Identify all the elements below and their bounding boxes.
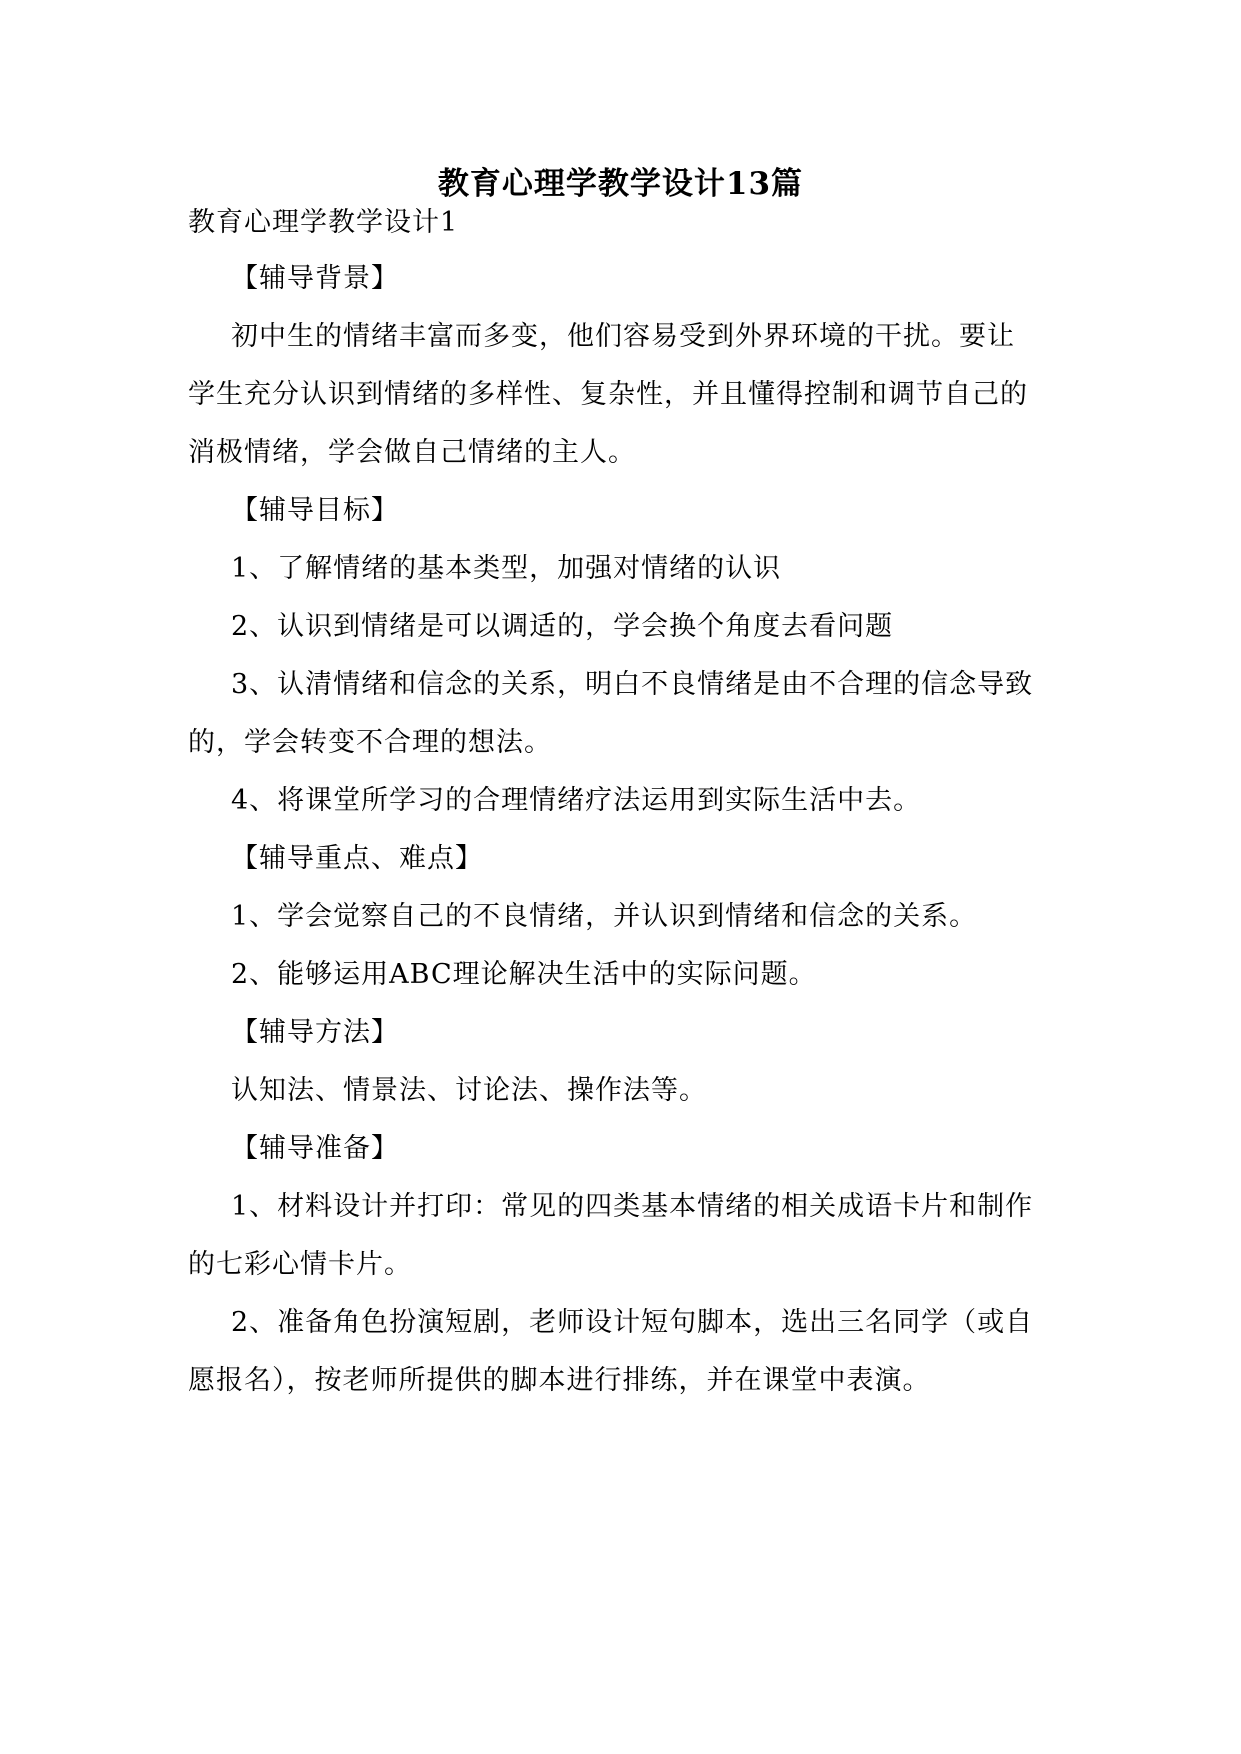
heading-preparation: 【辅导准备】 — [231, 1133, 399, 1164]
heading-key-points: 【辅导重点、难点】 — [231, 843, 483, 874]
paragraph-line: 学生充分认识到情绪的多样性、复杂性，并且懂得控制和调节自己的 — [188, 379, 1028, 410]
list-item: 1、了解情绪的基本类型，加强对情绪的认识 — [231, 553, 782, 584]
list-item-continued: 的七彩心情卡片。 — [188, 1249, 412, 1280]
section-subtitle: 教育心理学教学设计1 — [188, 207, 459, 238]
list-item: 1、学会觉察自己的不良情绪，并认识到情绪和信念的关系。 — [231, 901, 978, 932]
list-item: 4、将课堂所学习的合理情绪疗法运用到实际生活中去。 — [231, 785, 922, 816]
list-item-continued: 愿报名），按老师所提供的脚本进行排练，并在课堂中表演。 — [188, 1365, 931, 1396]
paragraph-line: 初中生的情绪丰富而多变，他们容易受到外界环境的干扰。要让 — [231, 321, 1015, 352]
list-item: 3、认清情绪和信念的关系，明白不良情绪是由不合理的信念导致 — [231, 669, 1034, 700]
heading-methods: 【辅导方法】 — [231, 1017, 399, 1048]
list-item: 1、材料设计并打印：常见的四类基本情绪的相关成语卡片和制作 — [231, 1191, 1034, 1222]
list-item: 2、认识到情绪是可以调适的，学会换个角度去看问题 — [231, 611, 894, 642]
document-title: 教育心理学教学设计13篇 — [437, 166, 804, 202]
list-item: 2、能够运用ABC理论解决生活中的实际问题。 — [231, 959, 817, 990]
paragraph-line: 认知法、情景法、讨论法、操作法等。 — [231, 1075, 707, 1106]
heading-goals: 【辅导目标】 — [231, 495, 399, 526]
list-item: 2、准备角色扮演短剧，老师设计短句脚本，选出三名同学（或自 — [231, 1307, 1034, 1338]
paragraph-line: 消极情绪，学会做自己情绪的主人。 — [188, 437, 636, 468]
heading-background: 【辅导背景】 — [231, 263, 399, 294]
list-item-continued: 的，学会转变不合理的想法。 — [188, 727, 552, 758]
